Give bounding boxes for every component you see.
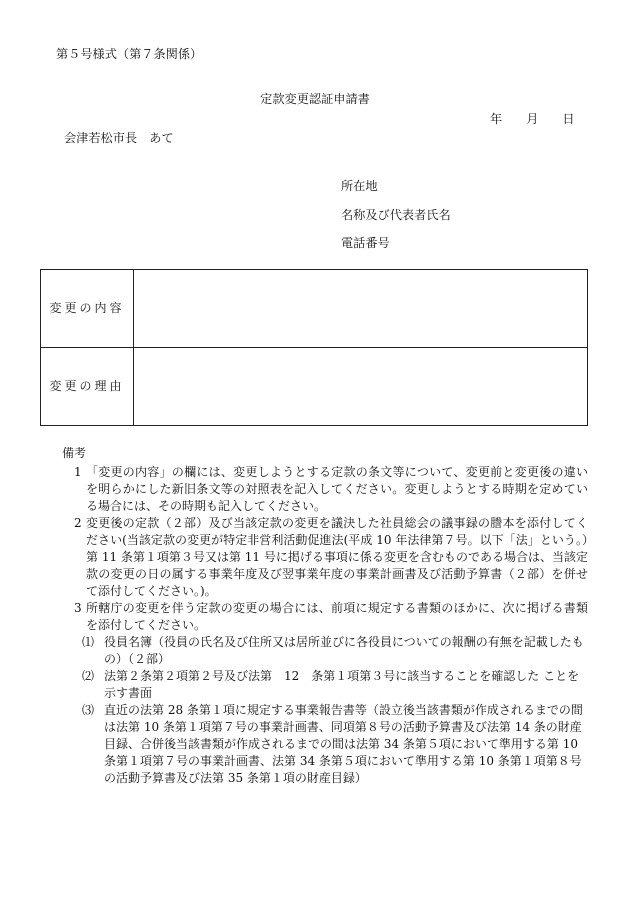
applicant-phone-label: 電話番号	[341, 236, 390, 250]
note-subitem	[82, 702, 588, 787]
change-reason-label: 変更の理由	[41, 348, 134, 426]
date-month: 月	[526, 112, 539, 126]
note-item	[56, 464, 588, 515]
applicant-name-label: 名称及び代表者氏名	[341, 208, 451, 222]
note-text: 「変更の内容」の欄には、変更しようとする定款の条文等について、変更前と変更後の違いを明らかにした新旧条文等の対照表を記入してください。変更しようとする時期を定めている場合には、その時期も記入してください。	[86, 465, 588, 513]
addressee: 会津若松市長 あて	[64, 131, 174, 145]
note-text: 変更後の定款（２部）及び当該定款の変更を議決した社員総会の議事録の謄本を添付してください(当該定款の変更が特定非営利活動促進法(平成 10 年法律第７号。以下「法」という。）第 11 条第１項第３号又は第 11 号に掲げる事項に係る変更を含むものである場合は、当該定款の変更の日の属する事業年度及び翌事業年度の事業計画書及び活動予算書（２部）を併せて添付してください。)。	[86, 516, 588, 598]
note-item	[56, 515, 588, 600]
change-content-label: 変更の内容	[41, 270, 134, 348]
change-reason-field[interactable]	[134, 348, 588, 426]
subitem-text: 役員名簿（役員の氏名及び住所又は居所並びに各役員についての報酬の有無を記載したもの）（２部）	[104, 635, 584, 666]
subitem-number: ⑴	[82, 635, 95, 649]
applicant-location-label: 所在地	[341, 179, 378, 193]
subitem-text: 直近の法第 28 条第１項に規定する事業報告書等（設立後当該書類が作成されるまでの間は法第 10 条第１項第７号の事業計画書、同項第８号の活動予算書及び法第 14 条の財産目録、合併後当該書類が作成されるまでの間は法第 34 条第５項において準用する第 10 条第１項第７号の事業計画書、法第 34 条第５項において準用する第 10 条第１項第８号の活動予算書及び法第 35 条第１項の財産目録）	[104, 703, 583, 785]
change-content-field[interactable]	[134, 270, 588, 348]
subitem-text: 法第２条第２項第２号及び法第 12 条第１項第３号に該当することを確認した ことを示す書面	[104, 669, 580, 700]
subitem-number: ⑵	[82, 669, 95, 683]
date-day: 日	[562, 112, 575, 126]
table-row-change-content	[41, 270, 588, 348]
note-number: 1	[74, 465, 82, 479]
table-row-change-reason	[41, 348, 588, 426]
change-details-table	[40, 269, 588, 426]
date-year: 年	[490, 112, 503, 126]
note-item	[56, 600, 588, 634]
subitem-number: ⑶	[82, 703, 95, 717]
note-subitem	[82, 668, 588, 702]
date-line	[490, 111, 575, 127]
note-number: 2	[74, 516, 82, 530]
note-subitem	[82, 634, 588, 668]
notes-section	[56, 445, 588, 787]
note-text: 所轄庁の変更を伴う定款の変更の場合には、前項に規定する書類のほかに、次に掲げる書類を添付してください。	[86, 601, 588, 632]
note-number: 3	[74, 601, 82, 615]
form-number: 第５号様式（第７条関係）	[56, 47, 203, 61]
notes-heading: 備考	[62, 446, 87, 460]
document-title: 定款変更認証申請書	[260, 92, 370, 106]
